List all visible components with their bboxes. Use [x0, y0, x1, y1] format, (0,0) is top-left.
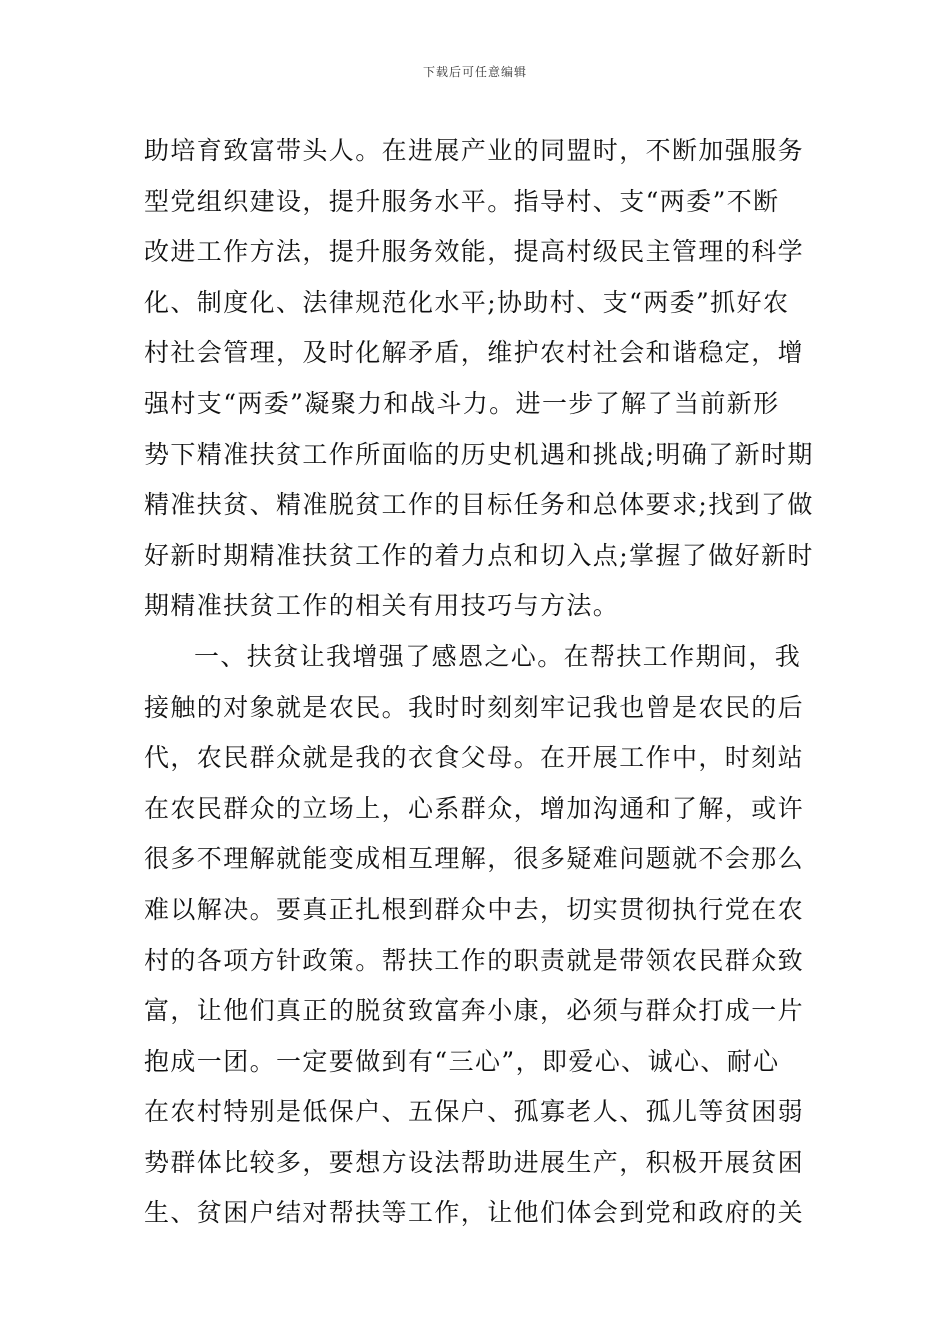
text-line: 抱成一团。一定要做到有“三心”，即爱心、诚心、耐心	[144, 1046, 780, 1076]
text-line: 期精准扶贫工作的相关有用技巧与方法。	[144, 591, 620, 621]
paragraph-start-line: 一、扶贫让我增强了感恩之心。在帮扶工作期间，我	[194, 641, 802, 671]
text-line: 在农民群众的立场上，心系群众，增加沟通和了解，或许	[144, 793, 805, 823]
text-line: 化、制度化、法律规范化水平;协助村、支“两委”抓好农	[144, 287, 790, 317]
text-line: 在农村特别是低保户、五保户、孤寡老人、孤儿等贫困弱	[144, 1097, 805, 1127]
text-line: 势下精准扶贫工作所面临的历史机遇和挑战;明确了新时期	[144, 439, 814, 469]
text-line: 型党组织建设，提升服务水平。指导村、支“两委”不断	[144, 186, 780, 216]
text-line: 好新时期精准扶贫工作的着力点和切入点;掌握了做好新时	[144, 540, 814, 570]
text-line: 助培育致富带头人。在进展产业的同盟时，不断加强服务	[144, 136, 805, 165]
text-line: 富，让他们真正的脱贫致富奔小康，必须与群众打成一片	[144, 996, 805, 1026]
text-line: 势群体比较多，要想方设法帮助进展生产，积极开展贫困	[144, 1147, 805, 1177]
page-header: 下载后可任意编辑	[422, 65, 527, 79]
text-line: 村的各项方针政策。帮扶工作的职责就是带领农民群众致	[144, 945, 805, 975]
document-body	[144, 126, 816, 1239]
text-line: 代，农民群众就是我的衣食父母。在开展工作中，时刻站	[144, 743, 805, 773]
text-line: 强村支“两委”凝聚力和战斗力。进一步了解了当前新形	[144, 388, 780, 418]
text-line: 接触的对象就是农民。我时时刻刻牢记我也曾是农民的后	[144, 692, 805, 722]
text-line: 难以解决。要真正扎根到群众中去，切实贯彻执行党在农	[144, 894, 805, 924]
text-line: 生、贫困户结对帮扶等工作，让他们体会到党和政府的关	[144, 1198, 805, 1228]
text-line: 改进工作方法，提升服务效能，提高村级民主管理的科学	[144, 237, 805, 267]
text-line: 村社会管理，及时化解矛盾，维护农村社会和谐稳定，增	[144, 338, 805, 368]
text-line: 很多不理解就能变成相互理解，很多疑难问题就不会那么	[144, 844, 805, 874]
text-line: 精准扶贫、精准脱贫工作的目标任务和总体要求;找到了做	[144, 490, 814, 520]
